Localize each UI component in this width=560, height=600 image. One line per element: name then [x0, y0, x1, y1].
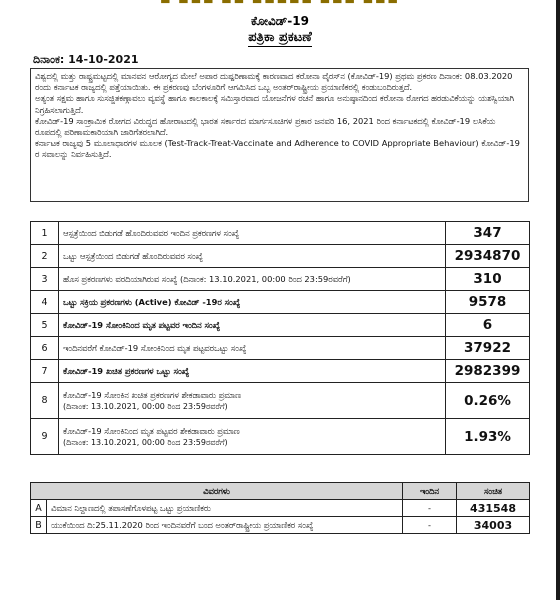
row-value: 6 — [446, 314, 530, 337]
intro-paragraph-2: ಅತ್ಯಂತ ಸಕ್ಷಮ ಹಾಗೂ ಸುಸಜ್ಜಿತಕಣ್ಗಾವಲು ವ್ಯವಸ್ಥೆ ಹಾಗೂ ಕಾಲಕಾಲಕ್ಕೆ ಸಮಿಸ್ತಾರವಾದ ಯೋಜನೆಗಳ ರಚನೆ ಹಾಗೂ ಅನುಷ್ಠಾನದಿಂದ ಕರೋನಾ ರೋಗದ ಹರಡುವಿಕೆಯನ್ನು ಯಶಸ್ವಿಯಾಗಿ ನಿಗ್ರಹಿಸಲಾಗುತ್ತಿದೆ. — [35, 93, 514, 115]
row-description-main: ಕೋವಿಡ್-19 ಸೋಂಕಿನಿಂದ ಮೃತ ಪಟ್ಟವರ ಶೇಕಡಾವಾರು ಪ್ರಮಾಣ — [63, 425, 240, 436]
row-description — [59, 419, 446, 455]
row-number: 1 — [31, 222, 59, 245]
table-row — [31, 268, 530, 291]
row-today: - — [403, 500, 457, 517]
letterhead-banner — [0, 0, 560, 8]
row-description-sub: (ದಿನಾಂಕ: 13.10.2021, 00:00 ರಿಂದ 23:59ರವರೆಗೆ) — [63, 437, 228, 447]
page-title-text: ಪತ್ರಿಕಾ ಪ್ರಕಟಣೆ — [248, 30, 312, 45]
col-header-today: ಇಂದಿನ — [403, 483, 457, 500]
row-number: 9 — [31, 419, 59, 455]
row-value: 9578 — [446, 291, 530, 314]
date-label: ದಿನಾಂಕ: 14-10-2021 — [33, 53, 139, 66]
row-value: 2982399 — [446, 360, 530, 383]
row-number: 2 — [31, 245, 59, 268]
stats-table — [30, 221, 530, 455]
letterhead-text: ▬ ▬▬▬ ▬▬ ▬▬▬▬▬ ▬▬▬ ▬▬▬ — [160, 0, 400, 7]
row-total: 34003 — [457, 517, 530, 534]
table-row — [31, 419, 530, 455]
subject-heading: ಕೋವಿಡ್-19 — [251, 14, 309, 28]
page-edge-shadow — [556, 0, 560, 600]
col-header-details: ವಿವರಗಳು — [31, 483, 403, 500]
row-number: 7 — [31, 360, 59, 383]
row-description: ಒಟ್ಟು ಸಕ್ರಿಯ ಪ್ರಕರಣಗಳು (Active) ಕೋವಿಡ್ -19ರ ಸಂಖ್ಯೆ — [59, 291, 446, 314]
col-header-total: ಸಂಚಿತ — [457, 483, 530, 500]
intro-paragraph-4: ಕರ್ನಾಟಕ ರಾಜ್ಯವು 5 ಮೂಲಾಧಾರಗಳ ಮೂಲಕ (Test-Track-Treat-Vaccinate and Adherence to COVID Appropriate Behaviour) ಕೋವಿಡ್-19 ರ ಸವಾಲನ್ನು ನಿರ್ವಹಿಸುತ್ತಿದೆ. — [35, 138, 520, 160]
table-row — [31, 245, 530, 268]
intro-box — [30, 68, 529, 202]
row-description — [59, 383, 446, 419]
row-description-sub: (ದಿನಾಂಕ: 13.10.2021, 00:00 ರಿಂದ 23:59ರವರೆಗೆ) — [63, 401, 228, 411]
row-number: 6 — [31, 337, 59, 360]
row-description: ಹೊಸ ಪ್ರಕರಣಗಳು ವರದಿಯಾಗಿರುವ ಸಂಖ್ಯೆ (ದಿನಾಂಕ: 13.10.2021, 00:00 ರಿಂದ 23:59ರವರೆಗೆ) — [59, 268, 446, 291]
row-description: ವಿಮಾನ ನಿಲ್ದಾಣದಲ್ಲಿ ತಪಾಸಣೆಗೊಳಪಟ್ಟ ಒಟ್ಟು ಪ್ರಯಾಣಿಕರು — [47, 500, 403, 517]
intro-paragraph-3: ಕೋವಿಡ್-19 ಸಾಂಕ್ರಾಮಿಕ ರೋಗದ ವಿರುದ್ಧದ ಹೋರಾಟದಲ್ಲಿ ಭಾರತ ಸರ್ಕಾರದ ಮಾರ್ಗಸೂಚಿಗಳ ಪ್ರಕಾರ ಜನವರಿ 16, 2021 ರಿಂದ ಕರ್ನಾಟಕದಲ್ಲಿ ಕೋವಿಡ್-19 ಲಸಿಕೆಯ ರೂಪದಲ್ಲಿ ಪರಿಣಾಮಕಾರಿಯಾಗಿ ಜಾರಿಗೆತರಲಾಗಿದೆ. — [35, 115, 496, 138]
row-description: ಇಂದಿನವರೆಗೆ ಕೋವಿಡ್-19 ಸೋಂಕಿನಿಂದ ಮೃತ ಪಟ್ಟವರಒಟ್ಟು ಸಂಖ್ಯೆ — [59, 337, 446, 360]
row-description: ಆಸ್ಪತ್ರೆಯಿಂದ ಬಿಡುಗಡೆ ಹೊಂದಿರುವವರ ಇಂದಿನ ಪ್ರಕರಣಗಳ ಸಂಖ್ಯೆ — [59, 222, 446, 245]
row-number: 4 — [31, 291, 59, 314]
row-value: 310 — [446, 268, 530, 291]
row-value: 347 — [446, 222, 530, 245]
travel-header-row — [31, 483, 530, 500]
row-value: 37922 — [446, 337, 530, 360]
table-row — [31, 222, 530, 245]
row-number: 8 — [31, 383, 59, 419]
page-title — [0, 30, 560, 45]
row-description: ಯುಕೆಯಿಂದ ದಿ:25.11.2020 ರಿಂದ ಇಂದಿನವರೆಗೆ ಬಂದ ಅಂತರ್‌ರಾಷ್ಟ್ರೀಯ ಪ್ರಯಾಣಿಕರ ಸಂಖ್ಯೆ — [47, 517, 403, 534]
row-number: 5 — [31, 314, 59, 337]
table-row — [31, 337, 530, 360]
travel-table — [30, 482, 530, 534]
row-total: 431548 — [457, 500, 530, 517]
row-number: 3 — [31, 268, 59, 291]
intro-paragraph-1: ವಿಶ್ವದಲ್ಲಿ ಮತ್ತು ರಾಷ್ಟ್ರಮಟ್ಟದಲ್ಲಿ ಮಾನವನ ಆರೋಗ್ಯದ ಮೇಲೆ ಅಪಾರ ದುಷ್ಪರಿಣಾಮಕ್ಕೆ ಕಾರಣವಾದ ಕರೋನಾ ವೈರಸ್‌ನ (ಕೋವಿಡ್-19) ಪ್ರಥಮ ಪ್ರಕರಣ ದಿನಾಂಕ: 08.03.2020 ರಂದು ಕರ್ನಾಟಕ ರಾಜ್ಯದಲ್ಲಿ ಪತ್ತೆಯಾಯಿತು. ಈ ಪ್ರಕರಣವು ಬೆಂಗಳೂರಿಗೆ ಆಗಮಿಸಿದ ಒಬ್ಬ ಅಂತರ್‌ರಾಷ್ಟ್ರೀಯ ಪ್ರಯಾಣಿಕರಲ್ಲಿ ಕಂಡುಬಂದಿರುತ್ತದೆ. — [35, 71, 513, 93]
row-value: 0.26% — [446, 383, 530, 419]
row-id: A — [31, 500, 47, 517]
table-row — [31, 500, 530, 517]
row-description: ಒಟ್ಟು ಆಸ್ಪತ್ರೆಯಿಂದ ಬಿಡುಗಡೆ ಹೊಂದಿರುವವರ ಸಂಖ್ಯೆ — [59, 245, 446, 268]
table-row — [31, 291, 530, 314]
row-today: - — [403, 517, 457, 534]
row-value: 1.93% — [446, 419, 530, 455]
table-row — [31, 517, 530, 534]
table-row — [31, 383, 530, 419]
table-row — [31, 360, 530, 383]
row-id: B — [31, 517, 47, 534]
row-description: ಕೋವಿಡ್-19 ಸೋಂಕಿನಿಂದ ಮೃತ ಪಟ್ಟವರ ಇಂದಿನ ಸಂಖ್ಯೆ — [59, 314, 446, 337]
row-value: 2934870 — [446, 245, 530, 268]
row-description-main: ಕೋವಿಡ್-19 ಸೋಂಕಿನ ಖಚಿತ ಪ್ರಕರಣಗಳ ಶೇಕಡಾವಾರು ಪ್ರಮಾಣ — [63, 389, 241, 400]
table-row — [31, 314, 530, 337]
row-description: ಕೋವಿಡ್-19 ಖಚಿತ ಪ್ರಕರಣಗಳ ಒಟ್ಟು ಸಂಖ್ಯೆ — [59, 360, 446, 383]
